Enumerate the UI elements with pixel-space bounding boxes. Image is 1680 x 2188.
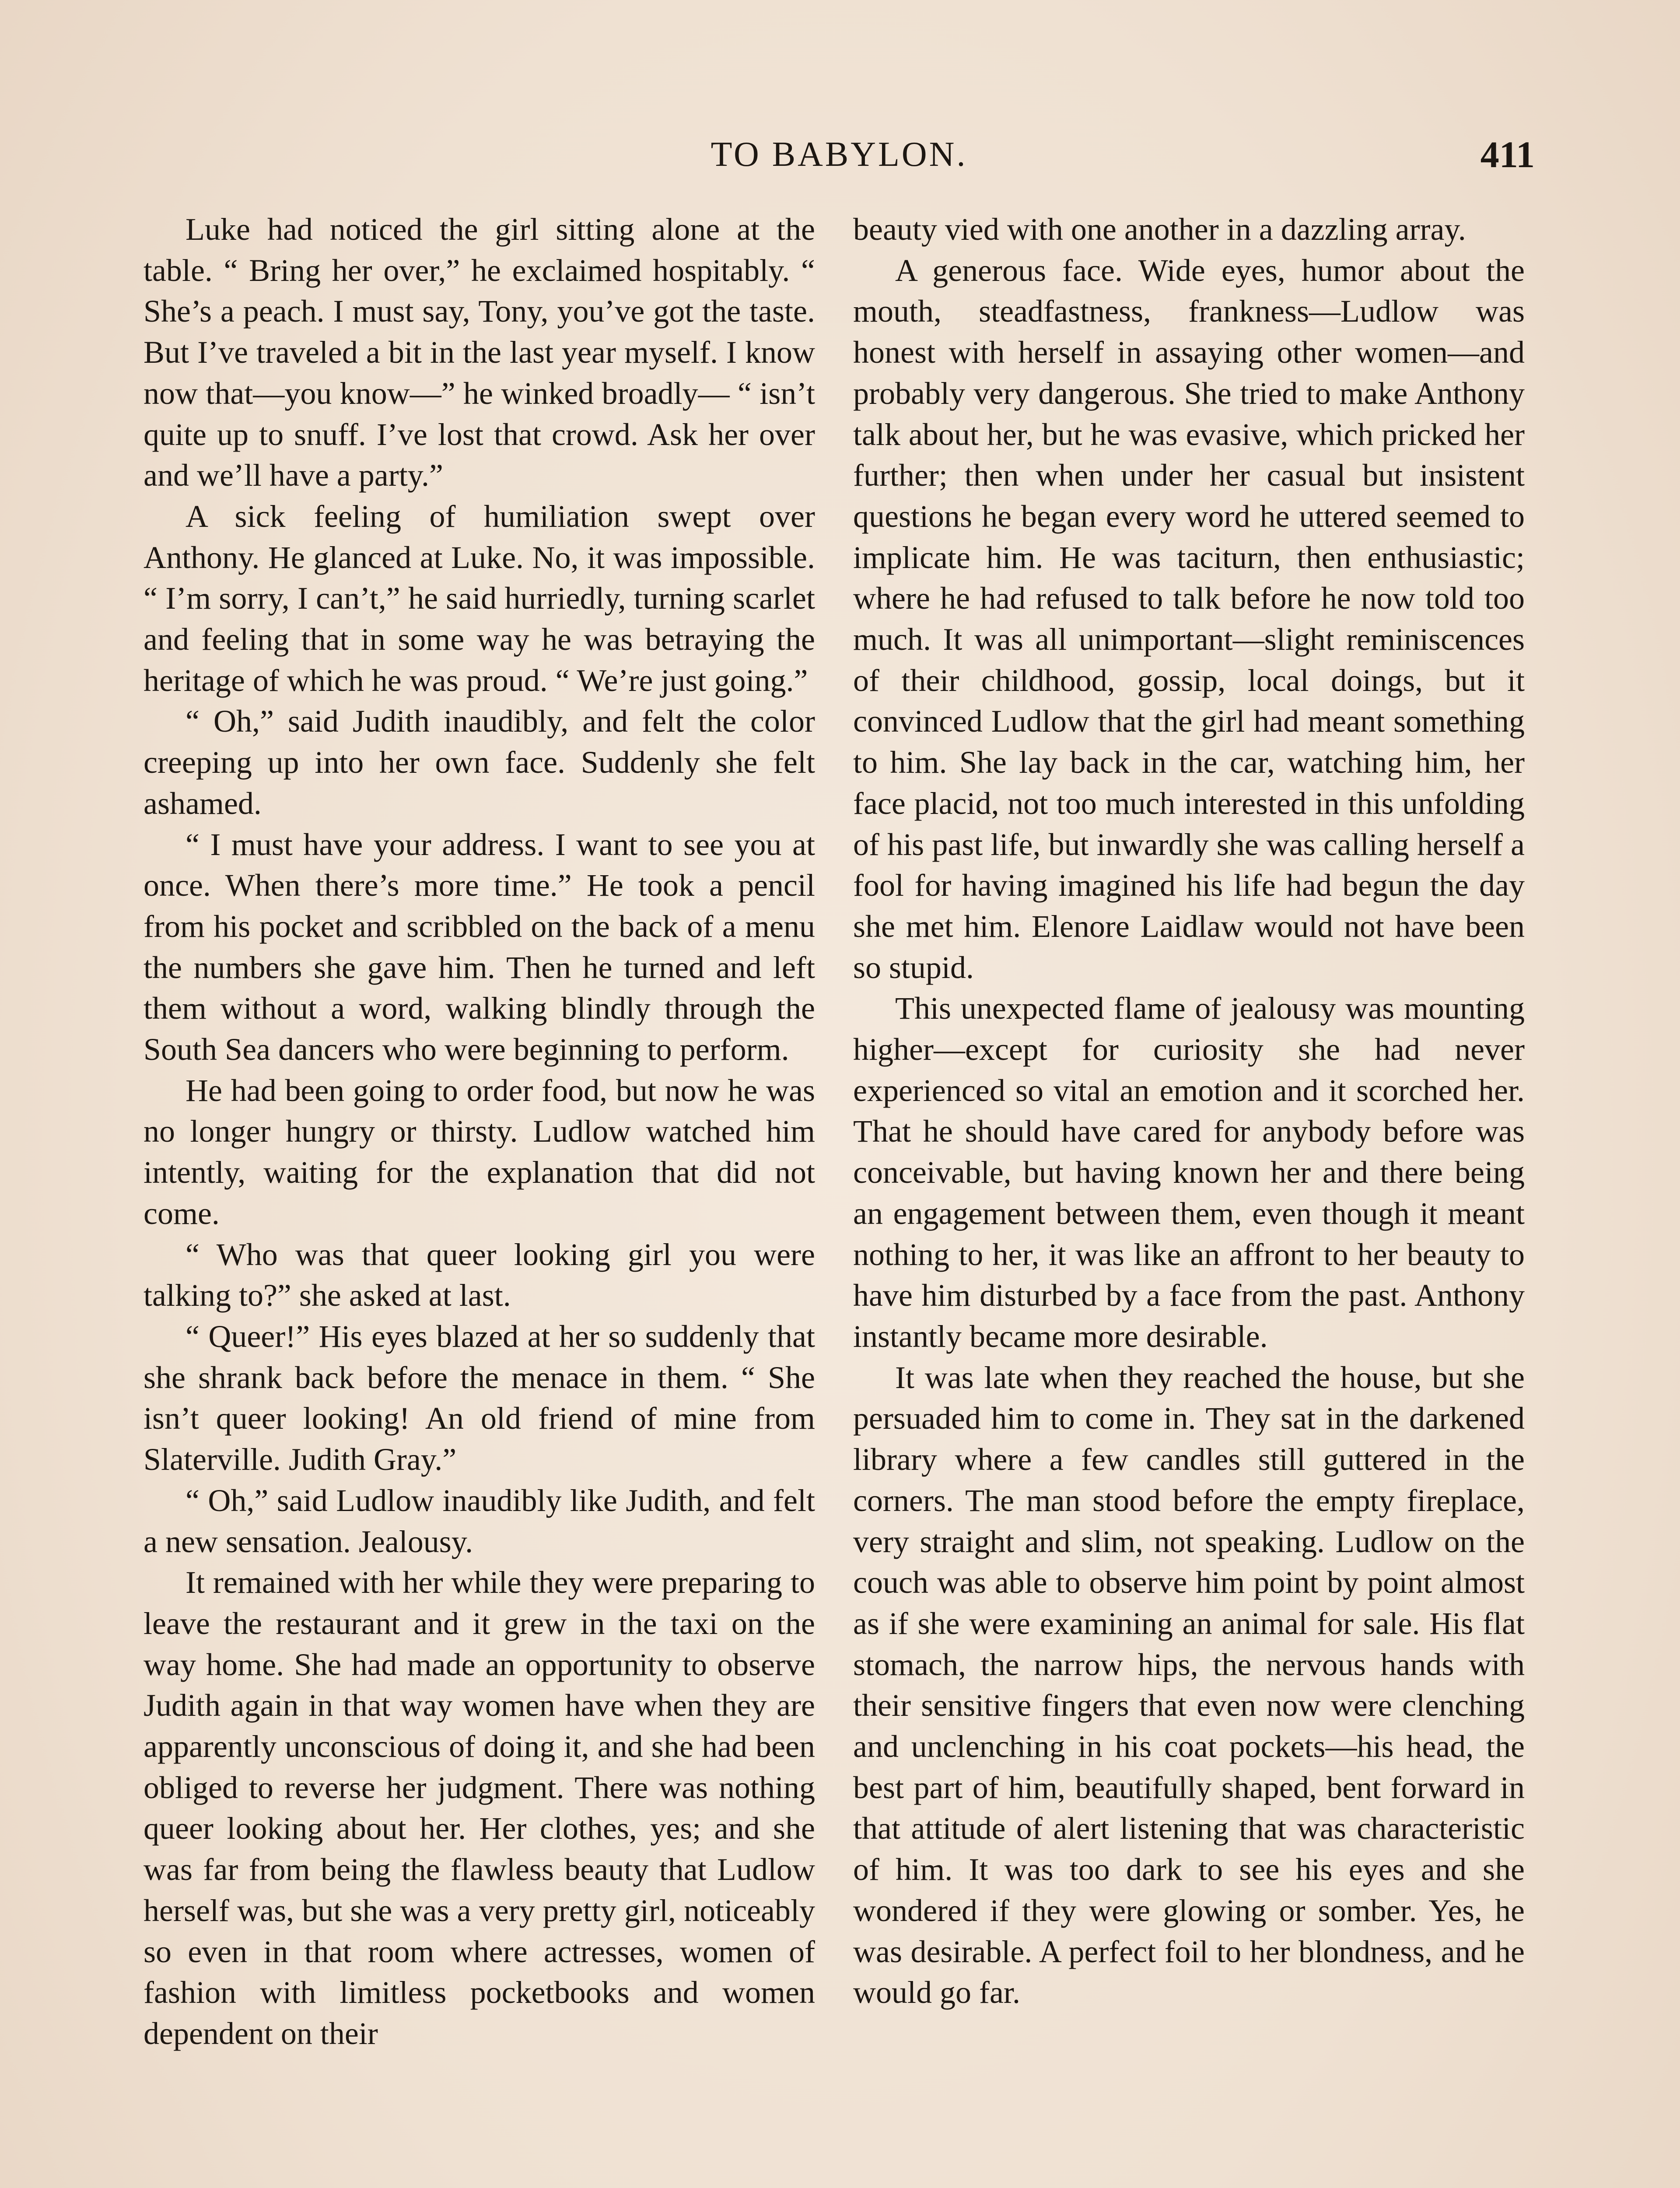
page-number: 411 [1480, 133, 1535, 175]
paragraph: “ I must have your address. I want to see you at once. When there’s more time.” He took a pencil from his pocket and scribbled on the back of a menu the numbers she gave him. Then he turned and left them without a word, walking blindly through the South Sea dancers who were beginning to perform. [144, 827, 815, 1067]
paragraph: “ Oh,” said Ludlow inaudibly like Judith, and felt a new sensation. Jealousy. [144, 1483, 815, 1559]
paragraph: This unexpected flame of jealousy was mounting higher—except for curiosity she had never experienced so vital an emotion and it scorched her. That he should have cared for anybody before was conceivable, but having known her and there being an engagement between them, even though it meant nothing to her, it was like an affront to her beauty to have him disturbed by a face from the past. Anthony instantly became more desirable. [853, 991, 1525, 1354]
paragraph: He had been going to order food, but now he was no longer hungry or thirsty. Ludlow watched him intently, waiting for the explanation that did not come. [144, 1073, 815, 1231]
paragraph: Luke had noticed the girl sitting alone at the table. “ Bring her over,” he exclaimed hospitably. “ She’s a peach. I must say, Tony, you’ve got the taste. But I’ve traveled a bit in the last year myself. I know now that—you know—” he winked broadly— “ isn’t quite up to snuff. I’ve lost that crowd. Ask her over and we’ll have a party.” [144, 212, 815, 493]
paragraph: It was late when they reached the house, but she persuaded him to come in. They sat in the darkened library where a few candles still guttered in the corners. The man stood before the empty fireplace, very straight and slim, not speaking. Ludlow on the couch was able to observe him point by point almost as if she were examining an animal for sale. His flat stomach, the narrow hips, the nervous hands with their sensitive fingers that even now were clenching and unclenching in his coat pockets—his head, the best part of him, beautifully shaped, bent forward in that attitude of alert listening that was characteristic of him. It was too dark to see his eyes and she wondered if they were glowing or somber. Yes, he was desirable. A perfect foil to her blondness, and he would go far. [853, 1360, 1525, 2010]
paragraph-continued: beauty vied with one another in a dazzling array. [853, 212, 1466, 247]
left-column [144, 209, 815, 2188]
paragraph: “ Queer!” His eyes blazed at her so suddenly that she shrank back before the menace in them. “ She isn’t queer looking! An old friend of mine from Slaterville. Judith Gray.” [144, 1318, 815, 1477]
paragraph: “ Who was that queer looking girl you were talking to?” she asked at last. [144, 1237, 815, 1313]
paragraph: “ Oh,” said Judith inaudibly, and felt the color creeping up into her own face. Suddenly she felt ashamed. [144, 704, 815, 821]
paragraph: A sick feeling of humiliation swept over Anthony. He glanced at Luke. No, it was impossible. “ I’m sorry, I can’t,” he said hurriedly, turning scarlet and feeling that in some way he was betraying the heritage of which he was proud. “ We’re just going.” [144, 498, 815, 698]
right-column [853, 209, 1525, 2188]
paragraph: A generous face. Wide eyes, humor about the mouth, steadfastness, frankness—Ludlow was honest with herself in assaying other women—and probably very dangerous. She tried to make Anthony talk about her, but he was evasive, which pricked her further; then when under her casual but insistent questions he began every word he uttered seemed to implicate him. He was taciturn, then enthusiastic; where he had refused to talk before he now told too much. It was all unimportant—slight reminiscences of their childhood, gossip, local doings, but it convinced Ludlow that the girl had meant something to him. She lay back in the car, watching him, her face placid, not too much interested in this unfolding of his past life, but inwardly she was calling herself a fool for having imagined his life had begun the day she met him. Elenore Laidlaw would not have been so stupid. [853, 252, 1525, 985]
running-title: TO BABYLON. [710, 135, 968, 174]
page-header [144, 130, 1535, 179]
paragraph: It remained with her while they were preparing to leave the restaurant and it grew in the taxi on the way home. She had made an opportunity to observe Judith again in that way women have when they are apparently unconscious of doing it, and she had been obliged to reverse her judgment. There was nothing queer looking about her. Her clothes, yes; and she was far from being the flawless beauty that Ludlow herself was, but she was a very pretty girl, noticeably so even in that room where actresses, women of fashion with limitless pocketbooks and women dependent on their [144, 1565, 815, 2051]
